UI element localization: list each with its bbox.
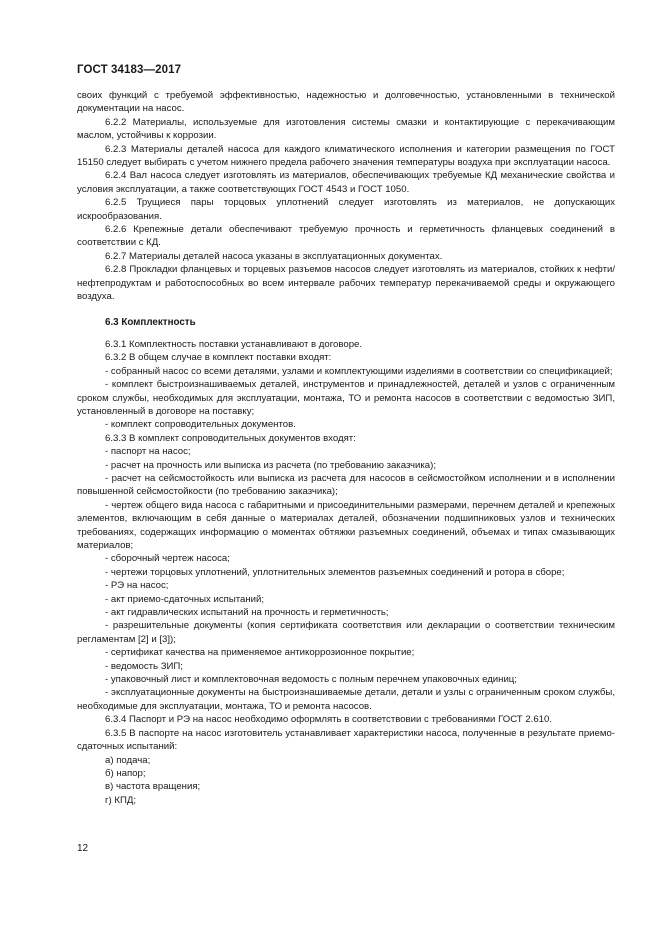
paragraph: - комплект сопроводительных документов. bbox=[105, 419, 296, 431]
paragraph: - комплект быстроизнашиваемых деталей, инструментов и принадлежностей, деталей и узлов с ограниченным сроком службы, необходимых для эксплуатации, монтажа, ТО и ремонта насосов в соответствии с ведомостью ЗИП, установленный в договоре на поставку; bbox=[77, 379, 615, 417]
section-6-2-text bbox=[77, 89, 615, 304]
document-header: ГОСТ 34183—2017 bbox=[77, 64, 182, 76]
paragraph: 6.3.3 В комплект сопроводительных документов входят: bbox=[105, 432, 356, 444]
paragraph: - сборочный чертеж насоса; bbox=[105, 553, 230, 565]
paragraph: 6.2.4 Вал насоса следует изготовлять из материалов, обеспечивающих требуемые КД механические свойства и условия эксплуатации, а также соответствующих ГОСТ 4543 и ГОСТ 1050. bbox=[77, 170, 615, 195]
paragraph: 6.2.3 Материалы деталей насоса для каждого климатического исполнения и категории размещения по ГОСТ 15150 следует выбирать с учетом нижнего предела рабочего значения температуры воздуха при эксплуатации насоса. bbox=[77, 143, 615, 169]
paragraph: б) напор; bbox=[105, 767, 146, 779]
paragraph: - ведомость ЗИП; bbox=[105, 660, 183, 672]
paragraph: - расчет на прочность или выписка из расчета (по требованию заказчика); bbox=[105, 459, 436, 471]
paragraph: - чертежи торцовых уплотнений, уплотнительных элементов разъемных соединений и ротора в сборе; bbox=[105, 566, 565, 578]
document-body bbox=[77, 89, 615, 807]
paragraph: своих функций с требуемой эффективностью, надежностью и долговечностью, установленными в технической документации на насос. bbox=[77, 90, 615, 115]
paragraph: - РЭ на насос; bbox=[105, 580, 169, 592]
paragraph: 6.2.6 Крепежные детали обеспечивают требуемую прочность и герметичность фланцевых соединений в соответствии с КД. bbox=[77, 224, 615, 249]
paragraph: 6.2.5 Трущиеся пары торцовых уплотнений следует изготовлять из материалов, не допускающих искрообразования. bbox=[77, 197, 615, 222]
paragraph: г) КПД; bbox=[105, 794, 137, 806]
section-6-3-text bbox=[77, 338, 615, 807]
paragraph: - собранный насос со всеми деталями, узлами и комплектующими изделиями в соответствии со спецификацией; bbox=[105, 365, 613, 377]
paragraph: 6.3.2 В общем случае в комплект поставки входят: bbox=[105, 352, 332, 364]
paragraph: - акт гидравлических испытаний на прочность и герметичность; bbox=[105, 607, 389, 619]
paragraph: 6.3.1 Комплектность поставки устанавливают в договоре. bbox=[105, 338, 363, 350]
paragraph: - акт приемо-сдаточных испытаний; bbox=[105, 593, 265, 605]
paragraph: 6.2.7 Материалы деталей насоса указаны в эксплуатационных документах. bbox=[105, 250, 443, 262]
paragraph: 6.2.8 Прокладки фланцевых и торцевых разъемов насосов следует изготовлять из материалов, стойких к нефти/нефтепродуктам и работоспособных во всем интервале рабочих температур перекачиваемой среды и окружающего воздуха. bbox=[77, 264, 615, 303]
section-heading: 6.3 Комплектность bbox=[105, 316, 196, 328]
paragraph: - чертеж общего вида насоса с габаритными и присоединительными размерами, перечнем деталей и крепежных элементов, включающим в себя данные о материалах деталей, обозначении подшипниковых узлов и технических требованиях, содержащих информацию о моментах обтяжки разъемных соединений, объемах и типах смазывающих материалов; bbox=[77, 499, 615, 551]
page-number: 12 bbox=[77, 843, 89, 854]
paragraph: - расчет на сейсмостойкость или выписка из расчета для насосов в сейсмостойком исполнении и в исполнении повышенной сейсмостойкости (по требованию заказчика); bbox=[77, 472, 615, 498]
paragraph: 6.3.5 В паспорте на насос изготовитель устанавливает характеристики насоса, полученные в результате приемо-сдаточных испытаний: bbox=[77, 727, 615, 753]
paragraph: - сертификат качества на применяемое антикоррозионное покрытие; bbox=[105, 647, 415, 659]
paragraph: 6.3.4 Паспорт и РЭ на насос необходимо оформлять в соответствовии с требованиями ГОСТ 2.610. bbox=[105, 714, 553, 726]
paragraph: а) подача; bbox=[105, 754, 151, 766]
paragraph: - упаковочный лист и комплектовочная ведомость с полным перечнем упаковочных единиц; bbox=[105, 674, 517, 686]
paragraph: - паспорт на насос; bbox=[105, 446, 191, 458]
paragraph: в) частота вращения; bbox=[105, 781, 201, 793]
paragraph: - разрешительные документы (копия сертификата соответствия или декларации о соответствии техническим регламентам [2] и [3]); bbox=[77, 620, 615, 645]
paragraph: 6.2.2 Материалы, используемые для изготовления системы смазки и контактирующие с перекачивающим маслом, устойчивы к коррозии. bbox=[77, 116, 615, 142]
paragraph: - эксплуатационные документы на быстроизнашиваемые детали, детали и узлы с ограниченным сроком службы, необходимые для эксплуатации, монтажа, ТО и ремонта насосов. bbox=[77, 687, 615, 712]
